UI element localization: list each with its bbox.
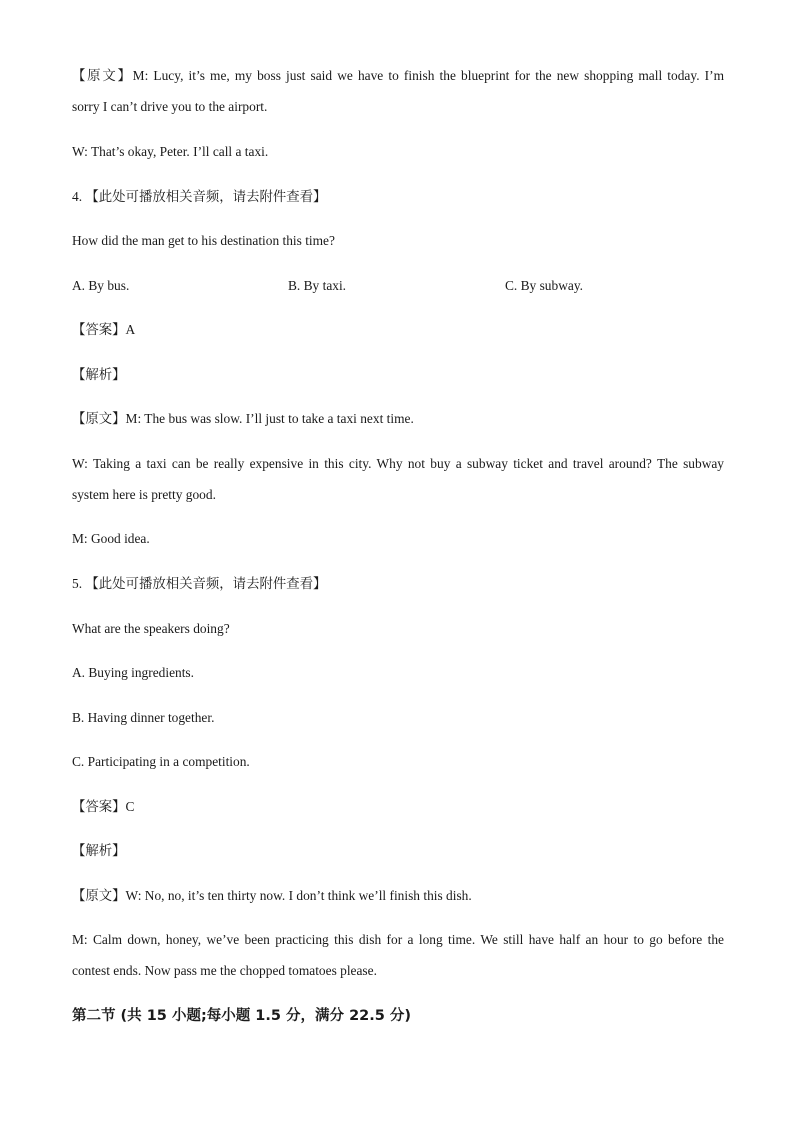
transcript-line: contest ends. Now pass me the chopped tomatoes please. bbox=[72, 963, 377, 978]
transcript-line: system here is pretty good. bbox=[72, 487, 216, 502]
transcript-line: 【原文】W: No, no, it’s ten thirty now. I don’t think we’ll finish this dish. bbox=[72, 888, 472, 903]
option-b: B. By taxi. bbox=[288, 278, 347, 293]
option-a: A. By bus. bbox=[72, 278, 130, 293]
transcript-line: M: Calm down, honey, we’ve been practicing this dish for a long time. We still have half an hour to go before the bbox=[72, 932, 724, 947]
transcript-line: sorry I can’t drive you to the airport. bbox=[72, 99, 268, 114]
option-c: C. By subway. bbox=[505, 278, 583, 293]
section-title: 第二节 (共 15 小题;每小题 1.5 分，满分 22.5 分) bbox=[72, 1008, 412, 1024]
question-4-header: 4. 【此处可播放相关音频，请去附件查看】 bbox=[72, 189, 327, 204]
transcript-line: 【原文】M: Lucy, it’s me, my boss just said we have to finish the blueprint for the new shopping mall today. I’m bbox=[72, 68, 724, 83]
answer-label: 【答案】A bbox=[72, 322, 136, 337]
analysis-label: 【解析】 bbox=[72, 367, 126, 382]
answer-label: 【答案】C bbox=[72, 799, 135, 814]
transcript-line: 【原文】M: The bus was slow. I’ll just to take a taxi next time. bbox=[72, 411, 414, 426]
analysis-label: 【解析】 bbox=[72, 843, 126, 858]
question-5-header: 5. 【此处可播放相关音频，请去附件查看】 bbox=[72, 576, 327, 591]
question-4-stem: How did the man get to his destination this time? bbox=[72, 233, 335, 248]
transcript-line: M: Good idea. bbox=[72, 531, 150, 546]
option-b: B. Having dinner together. bbox=[72, 710, 215, 725]
option-a: A. Buying ingredients. bbox=[72, 665, 194, 680]
transcript-line: W: That’s okay, Peter. I’ll call a taxi. bbox=[72, 144, 269, 159]
question-5-stem: What are the speakers doing? bbox=[72, 621, 230, 636]
option-c: C. Participating in a competition. bbox=[72, 754, 250, 769]
transcript-line: W: Taking a taxi can be really expensive in this city. Why not buy a subway ticket and travel around? The subway bbox=[72, 456, 724, 471]
